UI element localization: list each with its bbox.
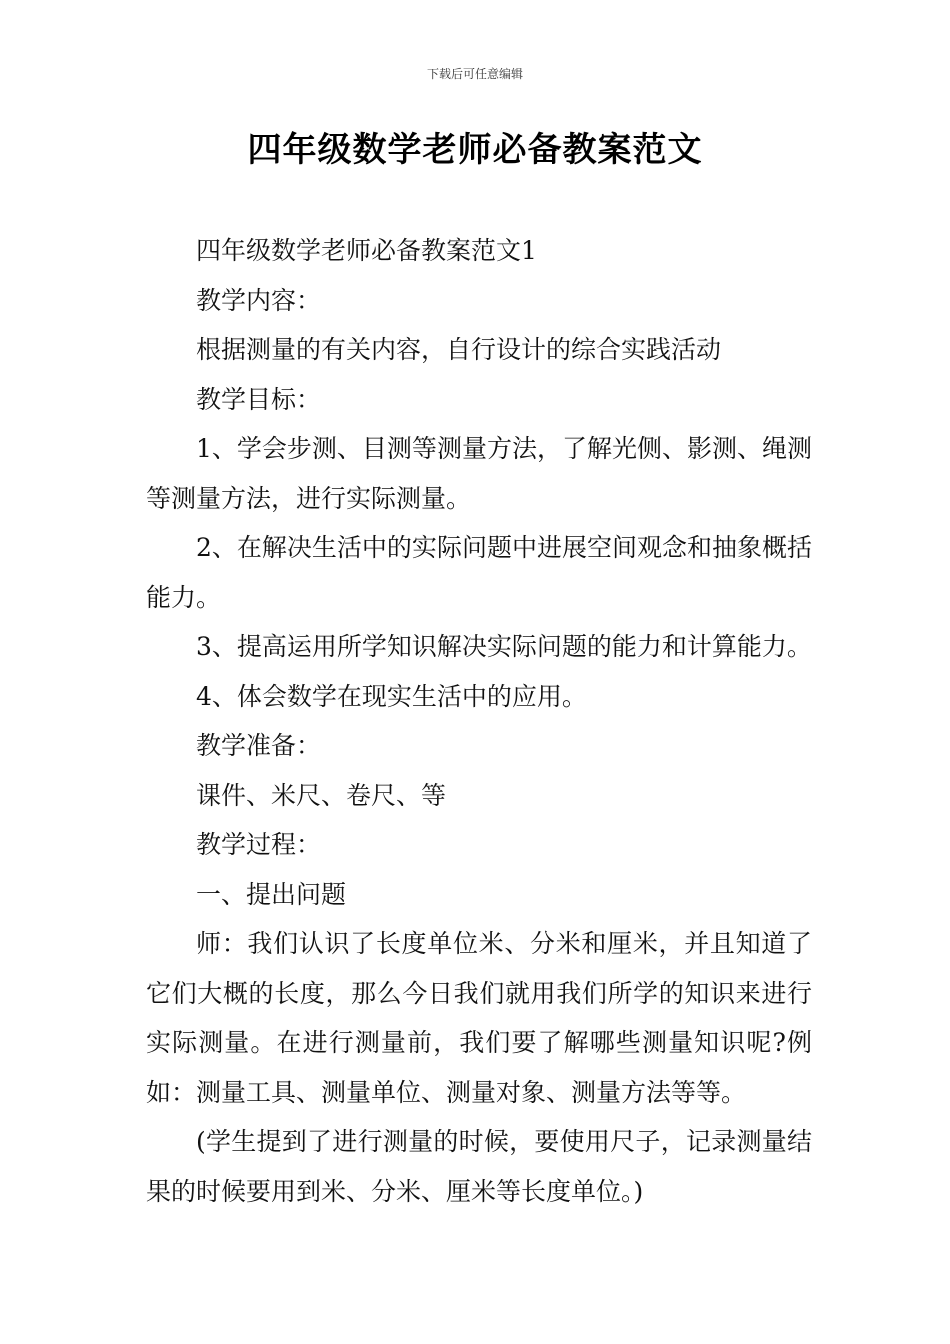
- paragraph-step-1-heading: 一、提出问题: [196, 879, 347, 909]
- paragraph-teaching-goals-label: 教学目标：: [196, 384, 322, 414]
- paragraph-teaching-content-label: 教学内容：: [196, 285, 322, 315]
- header-note: 下载后可任意编辑: [426, 67, 523, 81]
- section-heading: 四年级数学老师必备教案范文1: [196, 236, 537, 265]
- paragraph-goal-4: 4、体会数学在现实生活中的应用。: [196, 681, 587, 711]
- paragraph-process-label: 教学过程：: [196, 830, 322, 859]
- paragraph-goal-1: 1、学会步测、目测等测量方法，了解光侧、影测、绳测等测量方法，进行实际测量。: [146, 434, 812, 513]
- paragraph-goal-3: 3、提高运用所学知识解决实际问题的能力和计算能力。: [196, 632, 812, 661]
- paragraph-preparation: 课件、米尺、卷尺、等: [196, 780, 447, 810]
- paragraph-teacher-speech: 师：我们认识了长度单位米、分米和厘米，并且知道了它们大概的长度，那么今日我们就用我们所学的知识来进行实际测量。在进行测量前，我们要了解哪些测量知识呢?例如：测量工具、测量单位、测量对象、测量方法等等。: [146, 929, 812, 1107]
- paragraph-teaching-content: 根据测量的有关内容，自行设计的综合实践活动: [196, 335, 722, 364]
- paragraph-student-note: (学生提到了进行测量的时候，要使用尺子，记录测量结果的时候要用到米、分米、厘米等长度单位。): [146, 1127, 812, 1206]
- paragraph-goal-2: 2、在解决生活中的实际问题中进展空间观念和抽象概括能力。: [146, 533, 812, 612]
- paragraph-preparation-label: 教学准备：: [196, 731, 322, 760]
- document-body: [146, 226, 812, 1216]
- document-title: 四年级数学老师必备教案范文: [247, 130, 703, 170]
